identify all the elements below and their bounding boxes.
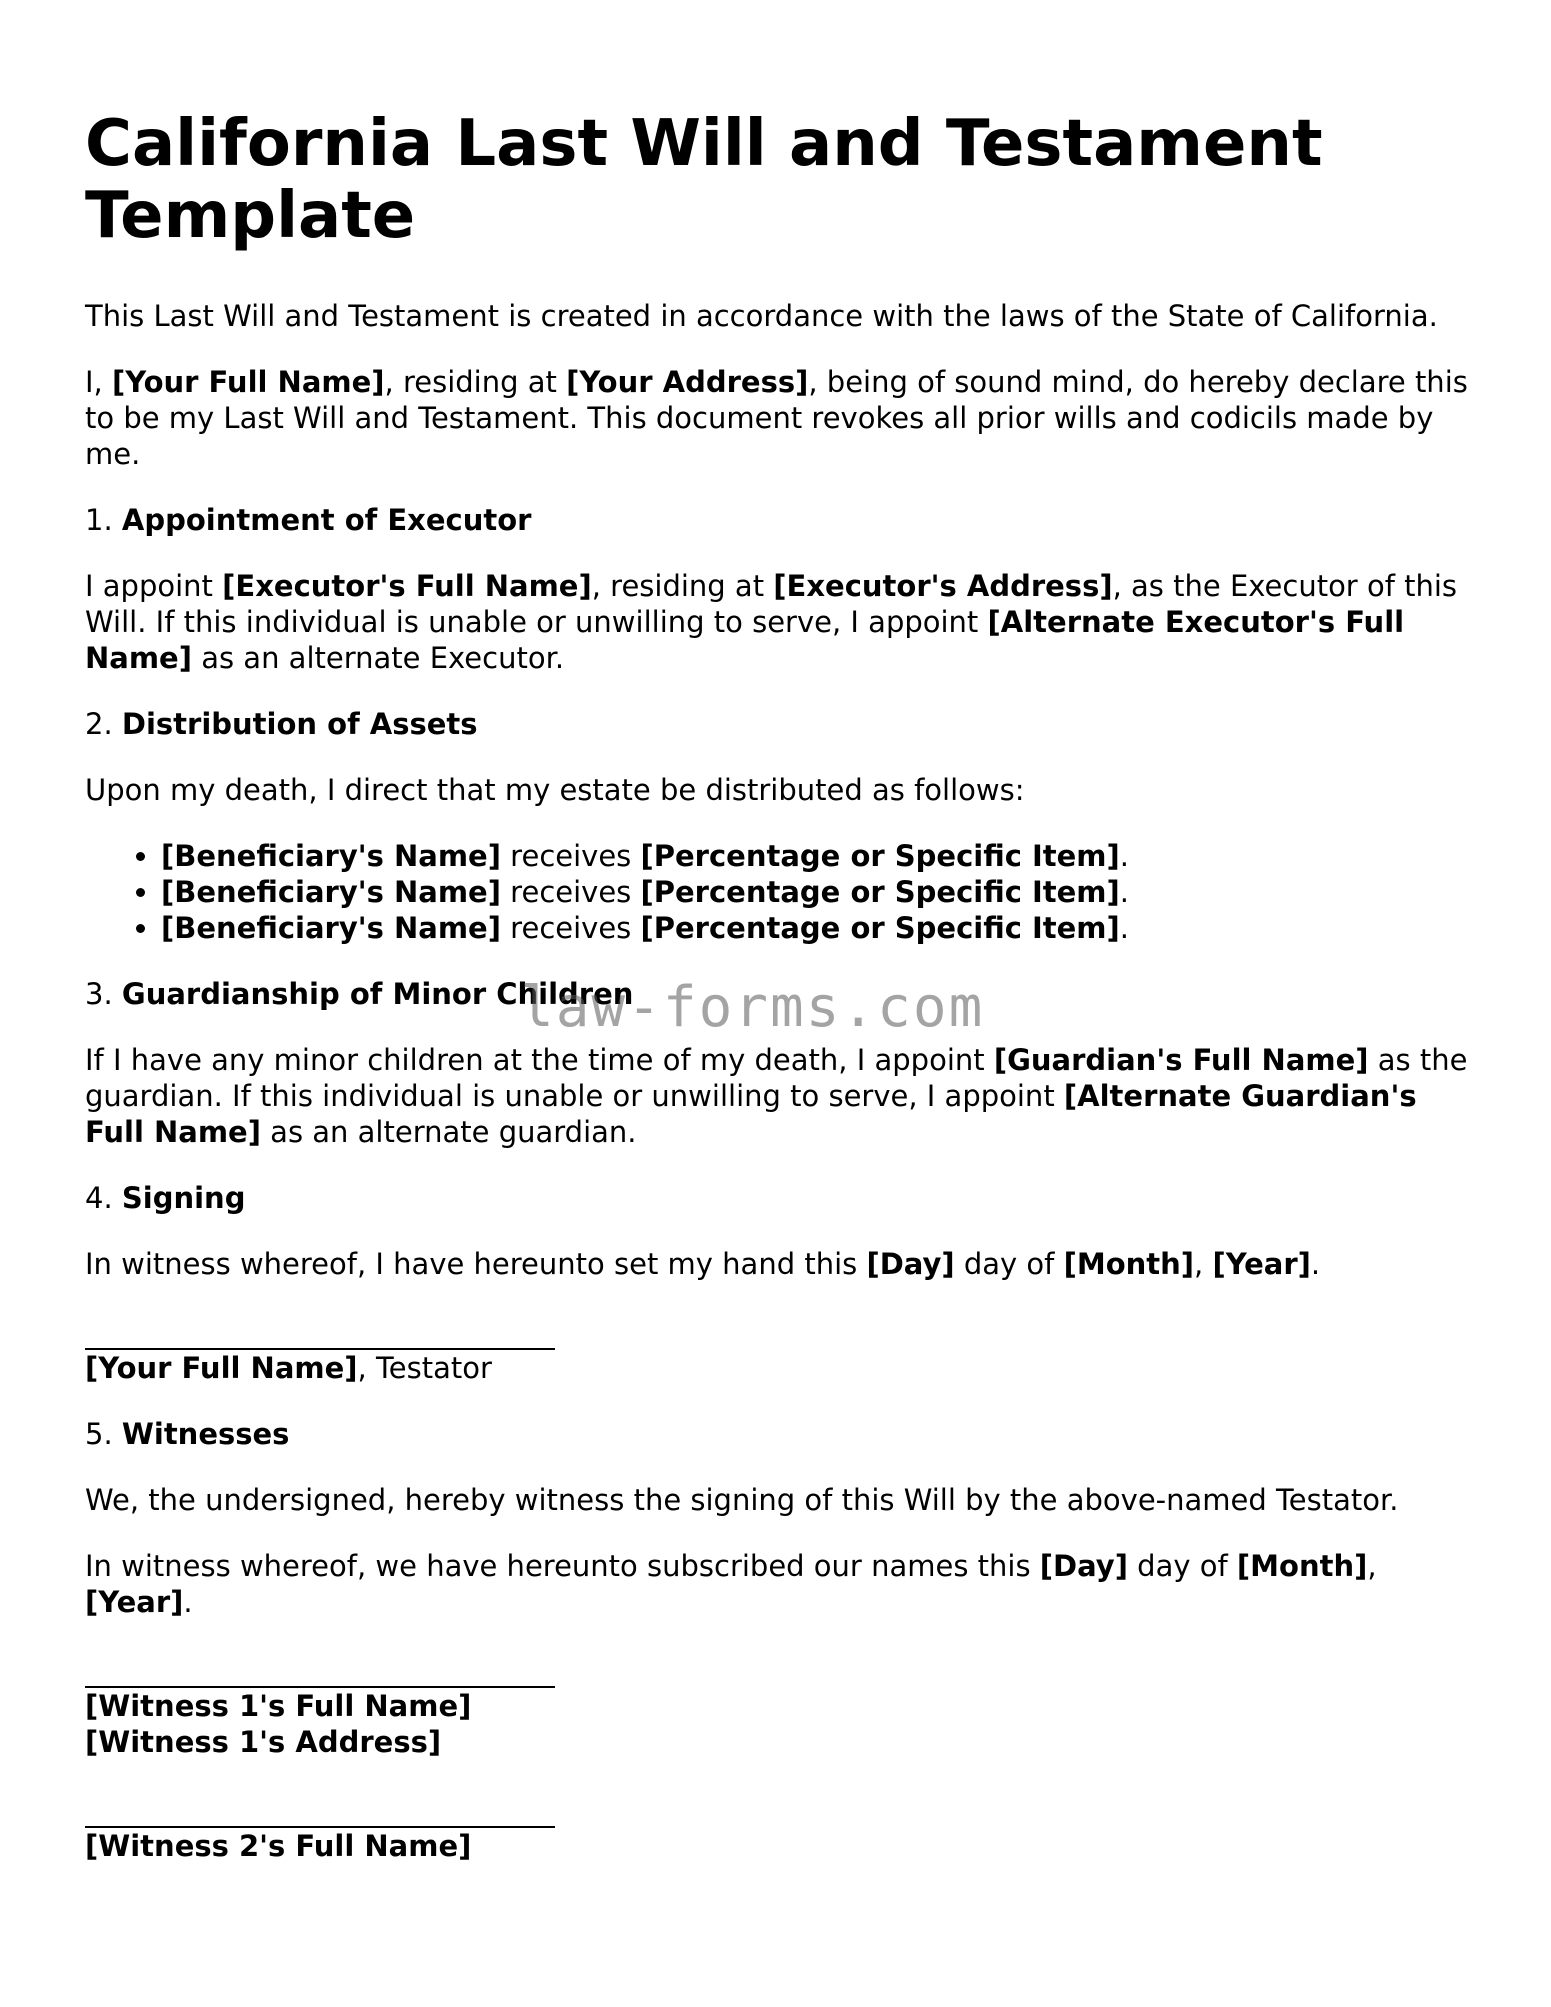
witness-statement: We, the undersigned, hereby witness the signing of this Will by the above-named Testator.	[85, 1483, 1399, 1517]
page-title: California Last Will and Testament Template	[85, 107, 1323, 253]
witness-2-name: [Witness 2's Full Name]	[85, 1829, 472, 1863]
beneficiary-list	[85, 838, 1475, 946]
witness-1-signature-block	[85, 1650, 1475, 1760]
signature-line[interactable]	[85, 1790, 555, 1828]
list-item: • [Beneficiary's Name] receives [Percentage or Specific Item].	[161, 874, 1475, 910]
declaration-paragraph: I, [Your Full Name], residing at [Your Address], being of sound mind, do hereby declare this to be my Last Will and Testament. This document revokes all prior wills and codicils made by me.	[85, 365, 1468, 471]
testator-name-placeholder: [Your Full Name]	[112, 365, 385, 399]
witness-1-name: [Witness 1's Full Name]	[85, 1689, 472, 1723]
witness-date-paragraph: In witness whereof, we have hereunto subscribed our names this [Day] day of [Month], [Year].	[85, 1549, 1377, 1619]
executor-name-placeholder: [Executor's Full Name]	[222, 569, 592, 603]
watermark: law-forms.com	[520, 975, 985, 1040]
signature-line[interactable]	[85, 1650, 555, 1688]
testator-signature-block	[85, 1312, 1475, 1386]
section-heading-assets: 2. Distribution of Assets	[85, 707, 478, 741]
document-page	[85, 108, 1475, 1894]
testator-address-placeholder: [Your Address]	[566, 365, 809, 399]
testator-signature-label: [Your Full Name], Testator	[85, 1351, 492, 1385]
signature-line[interactable]	[85, 1312, 555, 1350]
list-item: • [Beneficiary's Name] receives [Percentage or Specific Item].	[161, 910, 1475, 946]
section-heading-executor: 1. Appointment of Executor	[85, 503, 532, 537]
intro-paragraph: This Last Will and Testament is created in accordance with the laws of the State of California.	[85, 299, 1438, 333]
executor-address-placeholder: [Executor's Address]	[773, 569, 1113, 603]
section-heading-witnesses: 5. Witnesses	[85, 1417, 290, 1451]
section-heading-signing: 4. Signing	[85, 1181, 246, 1215]
list-item: • [Beneficiary's Name] receives [Percentage or Specific Item].	[161, 838, 1475, 874]
guardian-name-placeholder: [Guardian's Full Name]	[993, 1043, 1369, 1077]
executor-paragraph: I appoint [Executor's Full Name], residing at [Executor's Address], as the Executor of this Will. If this individual is unable or unwilling to serve, I appoint [Alternate Executor's Full Name] as an alternate Executor.	[85, 569, 1458, 675]
witness-2-signature-block	[85, 1790, 1475, 1864]
alternate-guardian-placeholder: [Alternate Guardian's Full Name]	[85, 1079, 1417, 1149]
assets-intro: Upon my death, I direct that my estate be distributed as follows:	[85, 773, 1025, 807]
guardianship-paragraph: If I have any minor children at the time of my death, I appoint [Guardian's Full Name] as the guardian. If this individual is unable or unwilling to serve, I appoint [Alternate Guardian's Full Name] as an alternate guardian.	[85, 1043, 1468, 1149]
section-heading-guardianship: 3. Guardianship of Minor Children	[85, 977, 634, 1011]
signing-paragraph: In witness whereof, I have hereunto set my hand this [Day] day of [Month], [Year].	[85, 1247, 1321, 1281]
alternate-executor-placeholder: [Alternate Executor's Full Name]	[85, 605, 1405, 675]
witness-1-address: [Witness 1's Address]	[85, 1725, 442, 1759]
